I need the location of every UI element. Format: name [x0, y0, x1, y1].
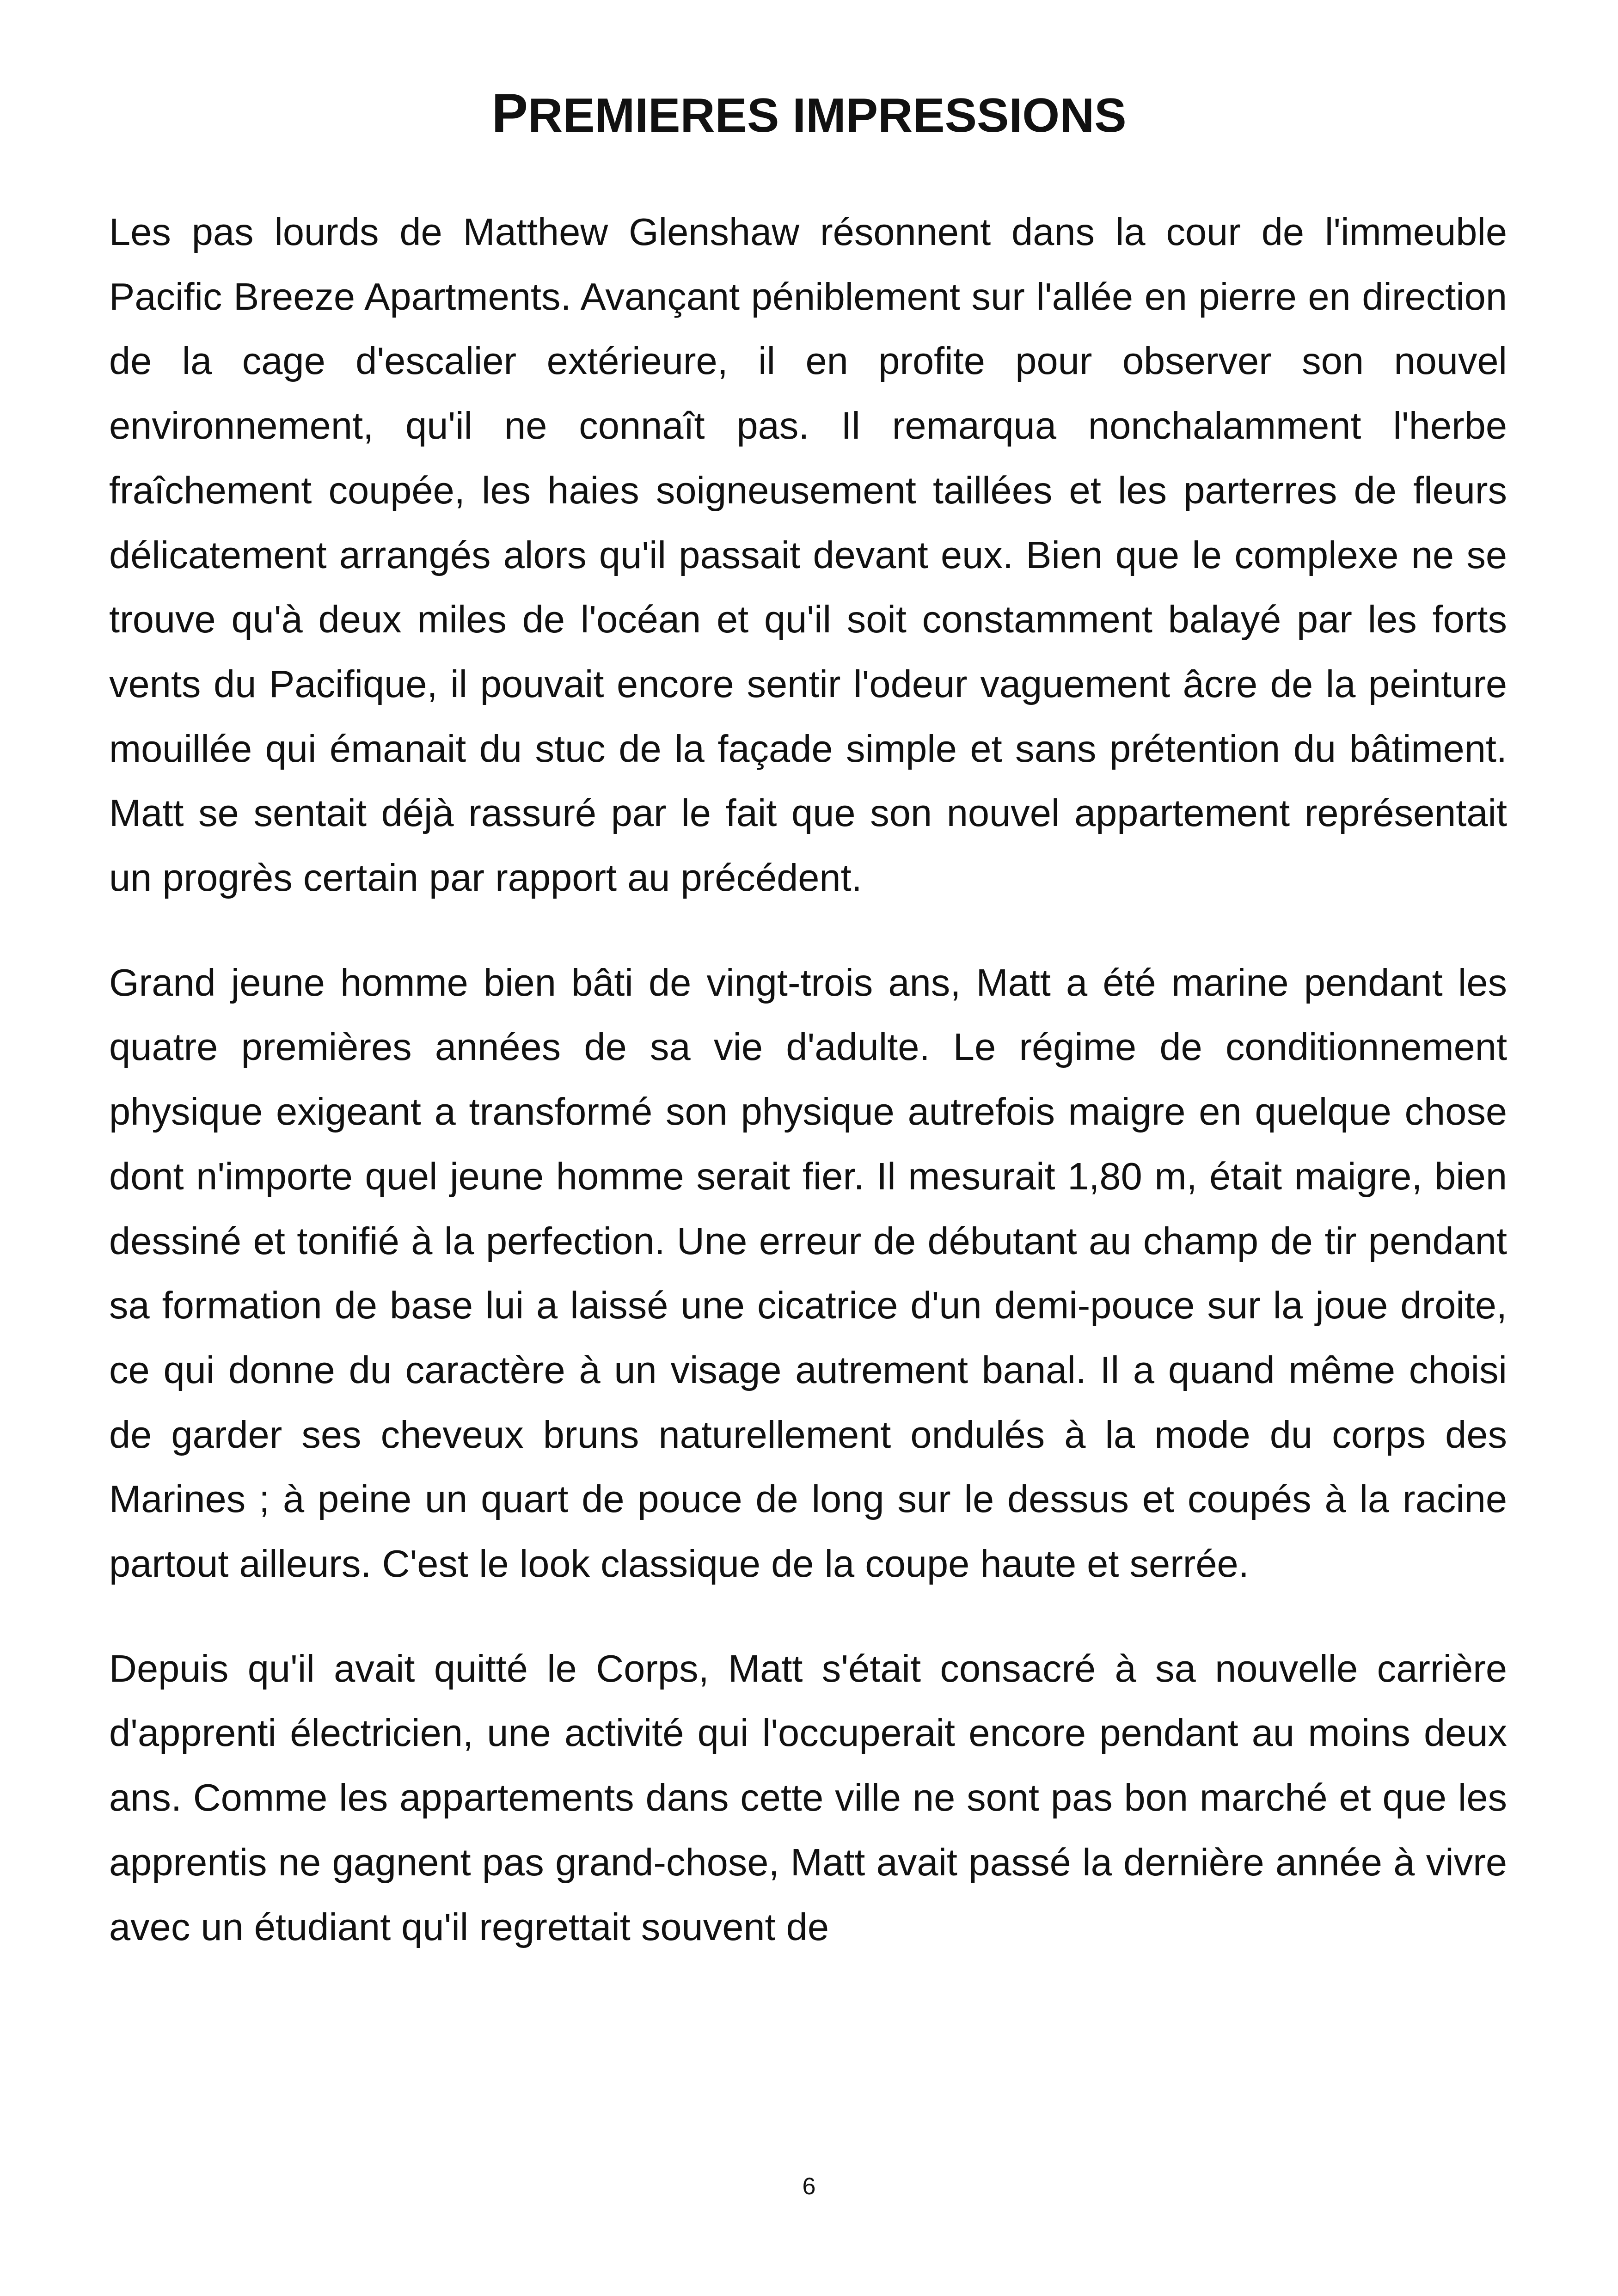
body-text [109, 200, 1507, 1959]
paragraph-2: Grand jeune homme bien bâti de vingt-trois ans, Matt a été marine pendant les quatre premières années de sa vie d'adulte. Le régime de conditionnement physique exigeant a transformé son physique autrefois maigre en quelque chose dont n'importe quel jeune homme serait fier. Il mesurait 1,80 m, était maigre, bien dessiné et tonifié à la perfection. Une erreur de débutant au champ de tir pendant sa formation de base lui a laissé une cicatrice d'un demi-pouce sur la joue droite, ce qui donne du caractère à un visage autrement banal. Il a quand même choisi de garder ses cheveux bruns naturellement ondulés à la mode du corps des Marines ; à peine un quart de pouce de long sur le dessus et coupés à la racine partout ailleurs. C'est le look classique de la coupe haute et serrée. [109, 961, 1507, 1586]
paragraph-3: Depuis qu'il avait quitté le Corps, Matt s'était consacré à sa nouvelle carrière d'apprenti électricien, une activité qui l'occuperait encore pendant au moins deux ans. Comme les appartements dans cette ville ne sont pas bon marché et que les apprentis ne gagnent pas grand-chose, Matt avait passé la dernière année à vivre avec un étudiant qu'il regrettait souvent de [109, 1647, 1507, 1948]
page-number: 6 [802, 2173, 816, 2200]
chapter-title: PREMIERES IMPRESSIONS [491, 83, 1127, 144]
paragraph-1: Les pas lourds de Matthew Glenshaw résonnent dans la cour de l'immeuble Pacific Breeze Apartments. Avançant péniblement sur l'allée en pierre en direction de la cage d'escalier extérieure, il en profite pour observer son nouvel environnement, qu'il ne connaît pas. Il remarqua nonchalamment l'herbe fraîchement coupée, les haies soigneusement taillées et les parterres de fleurs délicatement arrangés alors qu'il passait devant eux. Bien que le complexe ne se trouve qu'à deux miles de l'océan et qu'il soit constamment balayé par les forts vents du Pacifique, il pouvait encore sentir l'odeur vaguement âcre de la peinture mouillée qui émanait du stuc de la façade simple et sans prétention du bâtiment. Matt se sentait déjà rassuré par le fait que son nouvel appartement représentait un progrès certain par rapport au précédent. [109, 210, 1507, 900]
